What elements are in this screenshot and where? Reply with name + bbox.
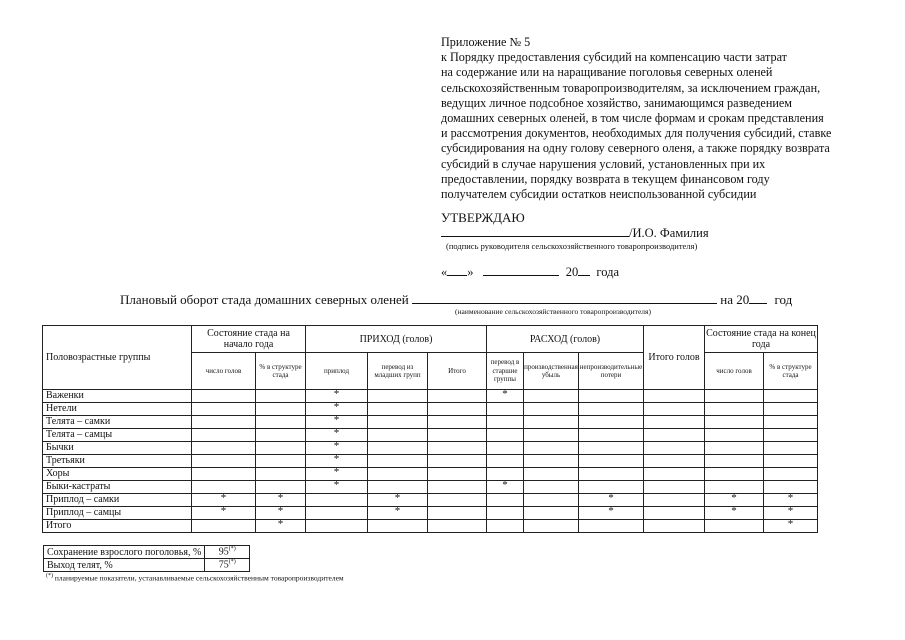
table-cell — [256, 403, 306, 416]
table-cell — [644, 468, 705, 481]
header-line: сельскохозяйственным товаропроизводителям, за исключением граждан, — [441, 80, 821, 95]
group-label: Третьяки — [43, 455, 192, 468]
table-cell: * — [764, 520, 818, 533]
table-cell: * — [306, 429, 368, 442]
group-label: Быки-кастраты — [43, 481, 192, 494]
table-cell — [644, 481, 705, 494]
table-cell — [764, 403, 818, 416]
transfer-out-header: перевод в старшие группы — [487, 353, 524, 390]
group-label: Приплод – самцы — [43, 507, 192, 520]
signature-blank — [441, 225, 629, 237]
date-close-quote: » — [467, 265, 474, 279]
table-cell — [705, 468, 764, 481]
table-cell — [487, 494, 524, 507]
table-row — [43, 468, 818, 481]
table-cell — [256, 416, 306, 429]
header-line: Приложение № 5 — [441, 35, 531, 49]
table-cell — [764, 442, 818, 455]
table-cell: * — [487, 390, 524, 403]
table-cell — [368, 455, 428, 468]
table-cell: * — [705, 494, 764, 507]
table-cell — [644, 520, 705, 533]
table-cell — [764, 429, 818, 442]
nonproduction-loss-header: непроизводительные потери — [579, 353, 644, 390]
indicator-row — [44, 546, 250, 559]
table-cell — [428, 507, 487, 520]
table-cell — [524, 520, 579, 533]
header-line: предоставлении, порядку возврата в текущем финансовом году — [441, 171, 770, 186]
table-cell — [306, 494, 368, 507]
table-cell — [764, 416, 818, 429]
table-cell — [705, 520, 764, 533]
table-cell — [524, 494, 579, 507]
table-cell — [579, 442, 644, 455]
group-label: Приплод – самки — [43, 494, 192, 507]
table-cell: * — [306, 468, 368, 481]
table-cell — [524, 429, 579, 442]
table-cell — [524, 403, 579, 416]
table-cell — [368, 520, 428, 533]
table-row — [43, 429, 818, 442]
table-cell — [524, 455, 579, 468]
offspring-header: приплод — [306, 353, 368, 390]
table-cell — [428, 520, 487, 533]
table-cell — [428, 442, 487, 455]
table-cell: * — [306, 403, 368, 416]
table-cell — [579, 455, 644, 468]
appendix-header — [441, 35, 881, 202]
table-cell — [579, 520, 644, 533]
table-cell — [644, 416, 705, 429]
table-cell — [705, 442, 764, 455]
table-cell — [256, 390, 306, 403]
signature-caption: (подпись руководителя сельскохозяйственного товаропроизводителя) — [446, 241, 698, 251]
table-cell: * — [764, 494, 818, 507]
table-cell — [524, 416, 579, 429]
year-prefix: 20 — [565, 265, 579, 279]
table-row — [43, 416, 818, 429]
table-cell: * — [368, 494, 428, 507]
table-cell: * — [256, 507, 306, 520]
table-cell: * — [306, 390, 368, 403]
table-cell — [487, 429, 524, 442]
expense-header: РАСХОД (голов) — [487, 326, 644, 353]
table-cell — [764, 455, 818, 468]
table-cell — [524, 390, 579, 403]
table-cell — [487, 403, 524, 416]
table-cell — [524, 468, 579, 481]
table-cell — [192, 403, 256, 416]
table-cell — [644, 403, 705, 416]
table-cell — [428, 455, 487, 468]
table-cell — [368, 416, 428, 429]
table-cell — [644, 455, 705, 468]
group-label: Итого — [43, 520, 192, 533]
table-cell: * — [306, 442, 368, 455]
table-cell — [524, 442, 579, 455]
table-cell: * — [487, 481, 524, 494]
title-text: Плановый оборот стада домашних северных оленей — [120, 292, 409, 307]
form-title — [120, 292, 792, 308]
table-cell — [368, 442, 428, 455]
production-loss-header: производственная убыль — [524, 353, 579, 390]
table-cell — [579, 416, 644, 429]
groups-header: Половозрастные группы — [43, 326, 192, 390]
group-label: Хоры — [43, 468, 192, 481]
year-suffix: года — [596, 265, 619, 279]
plan-year-blank — [749, 292, 767, 304]
table-cell — [428, 416, 487, 429]
date-line — [441, 264, 619, 280]
start-header: Состояние стада на начало года — [192, 326, 306, 353]
total-header: Итого голов — [644, 326, 705, 390]
table-cell: * — [306, 481, 368, 494]
table-cell — [764, 468, 818, 481]
table-row — [43, 403, 818, 416]
header-line: к Порядку предоставления субсидий на компенсацию части затрат — [441, 50, 788, 65]
table-cell: * — [192, 507, 256, 520]
table-cell — [487, 507, 524, 520]
day-blank — [447, 264, 467, 276]
transfer-in-header: перевод из младших групп — [368, 353, 428, 390]
table-cell: * — [764, 507, 818, 520]
group-label: Бычки — [43, 442, 192, 455]
footnote — [46, 573, 344, 583]
header-line: субсидирования на одну голову северного оленя, а также порядку возврата — [441, 141, 830, 156]
table-cell: * — [306, 416, 368, 429]
table-cell: * — [192, 494, 256, 507]
table-row — [43, 520, 818, 533]
start-pct-header: % в структуре стада — [256, 353, 306, 390]
table-cell — [428, 468, 487, 481]
table-cell — [705, 390, 764, 403]
table-cell — [764, 390, 818, 403]
end-header: Состояние стада на конец года — [705, 326, 818, 353]
table-cell — [428, 429, 487, 442]
table-cell — [256, 455, 306, 468]
table-row — [43, 507, 818, 520]
header-line: домашних северных оленей, в том числе формам и срокам представления — [441, 111, 824, 126]
table-cell — [705, 403, 764, 416]
table-cell — [487, 416, 524, 429]
indicator-label: Сохранение взрослого поголовья, % — [44, 546, 205, 559]
table-cell — [644, 442, 705, 455]
table-cell — [579, 468, 644, 481]
producer-blank — [412, 292, 717, 304]
table-cell — [644, 507, 705, 520]
table-cell — [368, 403, 428, 416]
table-cell — [192, 429, 256, 442]
table-cell — [192, 442, 256, 455]
table-cell — [192, 520, 256, 533]
year-blank — [578, 264, 590, 276]
herd-turnover-table — [42, 325, 818, 533]
table-cell — [192, 416, 256, 429]
title-on-year: на 20 — [720, 292, 750, 307]
footnote-text: планируемые показатели, устанавливаемые сельскохозяйственным товаропроизводителем — [54, 573, 344, 583]
header-line: на содержание или на наращивание поголовья северных оленей — [441, 65, 773, 80]
table-cell — [524, 507, 579, 520]
table-cell — [644, 494, 705, 507]
header-line: и рассмотрения документов, необходимых для получения субсидий, ставке — [441, 126, 832, 141]
footnote-mark: (*) — [46, 573, 53, 579]
table-cell — [192, 390, 256, 403]
income-total-header: Итого — [428, 353, 487, 390]
title-year-word: год — [774, 292, 793, 307]
table-cell — [306, 507, 368, 520]
table-row — [43, 494, 818, 507]
month-blank — [483, 264, 559, 276]
table-row — [43, 390, 818, 403]
group-label: Телята – самки — [43, 416, 192, 429]
table-cell: * — [705, 507, 764, 520]
group-label: Телята – самцы — [43, 429, 192, 442]
table-cell — [192, 455, 256, 468]
table-cell: * — [579, 507, 644, 520]
end-count-header: число голов — [705, 353, 764, 390]
indicator-row — [44, 559, 250, 572]
table-cell — [428, 390, 487, 403]
table-cell — [256, 442, 306, 455]
table-cell — [579, 429, 644, 442]
table-cell — [705, 416, 764, 429]
table-cell: * — [579, 494, 644, 507]
table-cell — [428, 481, 487, 494]
approve-word: УТВЕРЖДАЮ — [441, 210, 525, 225]
table-row — [43, 455, 818, 468]
table-cell — [705, 455, 764, 468]
table-cell — [579, 403, 644, 416]
signer-name: /И.О. Фамилия — [629, 226, 709, 240]
table-cell: * — [368, 507, 428, 520]
group-label: Нетели — [43, 403, 192, 416]
date-open-quote: « — [441, 265, 448, 279]
header-line: ведущих личное подсобное хозяйство, занимающимся разведением — [441, 95, 792, 110]
header-line: субсидий в случае нарушения условий, установленных при их — [441, 156, 766, 171]
table-cell: * — [256, 520, 306, 533]
header-line: получателем субсидии остатков неиспользованной субсидии — [441, 187, 757, 202]
table-cell — [192, 468, 256, 481]
table-cell — [306, 520, 368, 533]
table-cell — [368, 468, 428, 481]
table-cell — [428, 494, 487, 507]
table-cell — [368, 429, 428, 442]
title-caption: (наименование сельскохозяйственного товаропроизводителя) — [455, 307, 651, 316]
indicator-value: 95(*) — [205, 546, 250, 559]
table-cell — [487, 520, 524, 533]
indicator-value: 75(*) — [205, 559, 250, 572]
table-cell — [644, 390, 705, 403]
table-cell — [368, 390, 428, 403]
table-cell: * — [256, 494, 306, 507]
table-cell — [256, 468, 306, 481]
income-header: ПРИХОД (голов) — [306, 326, 487, 353]
table-cell — [256, 429, 306, 442]
end-pct-header: % в структуре стада — [764, 353, 818, 390]
table-cell — [428, 403, 487, 416]
group-label: Важенки — [43, 390, 192, 403]
table-cell — [487, 442, 524, 455]
table-cell — [579, 390, 644, 403]
table-cell — [644, 429, 705, 442]
signature-line — [441, 225, 709, 241]
indicator-label: Выход телят, % — [44, 559, 205, 572]
table-cell — [524, 481, 579, 494]
indicators-table — [43, 545, 250, 572]
table-cell: * — [306, 455, 368, 468]
table-row — [43, 442, 818, 455]
table-cell — [705, 429, 764, 442]
start-count-header: число голов — [192, 353, 256, 390]
table-cell — [487, 455, 524, 468]
table-row — [43, 481, 818, 494]
